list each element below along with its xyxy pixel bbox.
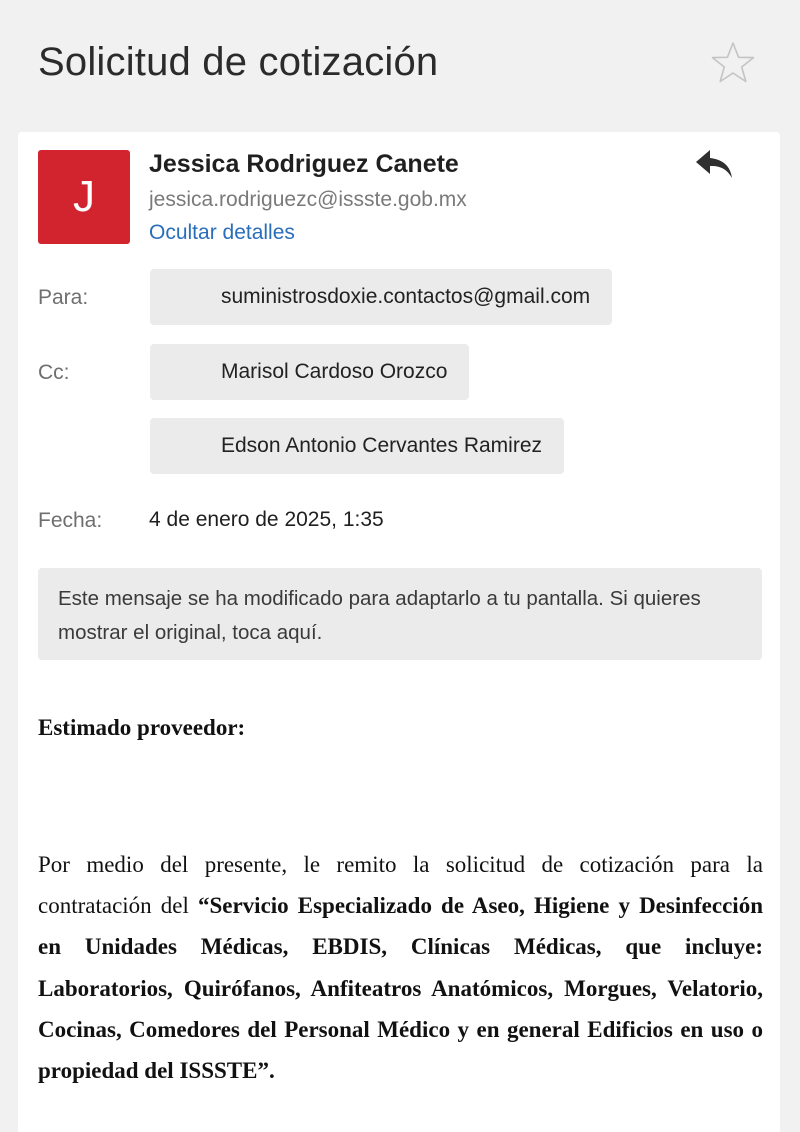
cc-chip[interactable]: Marisol Cardoso Orozco bbox=[150, 344, 469, 400]
date-value: 4 de enero de 2025, 1:35 bbox=[149, 508, 384, 531]
display-notice[interactable]: Este mensaje se ha modificado para adaptarlo a tu pantalla. Si quieres mostrar el original, toca aquí. bbox=[38, 568, 762, 660]
greeting: Estimado proveedor: bbox=[38, 715, 246, 740]
cc-chip[interactable]: Edson Antonio Cervantes Ramirez bbox=[150, 418, 564, 474]
service-name: “Servicio Especializado de Aseo, Higiene y Desinfección en Unidades Médicas, EBDIS, Clínicas Médicas, que incluye: Laboratorios, Quirófanos, Anfiteatros Anatómicos, Morgues, Velatorio, Cocinas, Comedores del Personal Médico y en general Edificios en uso o propiedad del ISSSTE” bbox=[38, 893, 763, 1084]
avatar bbox=[38, 150, 130, 244]
body-end: . bbox=[268, 1058, 275, 1084]
date-label: Fecha: bbox=[38, 509, 103, 532]
cc-label: Cc: bbox=[38, 361, 70, 384]
to-label: Para: bbox=[38, 286, 89, 309]
avatar-initial: J bbox=[73, 172, 95, 221]
email-card bbox=[18, 132, 780, 1132]
body-intro: Por medio del presente, le remito la solicitud de cotización para la contratación del bbox=[38, 852, 763, 919]
sender-email: jessica.rodriguezc@issste.gob.mx bbox=[149, 188, 467, 211]
reply-icon[interactable] bbox=[694, 148, 736, 182]
email-subject: Solicitud de cotización bbox=[38, 40, 439, 84]
sender-name: Jessica Rodriguez Canete bbox=[149, 150, 459, 178]
hide-details-link[interactable]: Ocultar detalles bbox=[149, 221, 295, 244]
title-bar bbox=[0, 0, 800, 132]
message-body bbox=[38, 844, 763, 1091]
recipient-chip[interactable]: suministrosdoxie.contactos@gmail.com bbox=[150, 269, 612, 325]
star-icon[interactable] bbox=[710, 40, 756, 86]
